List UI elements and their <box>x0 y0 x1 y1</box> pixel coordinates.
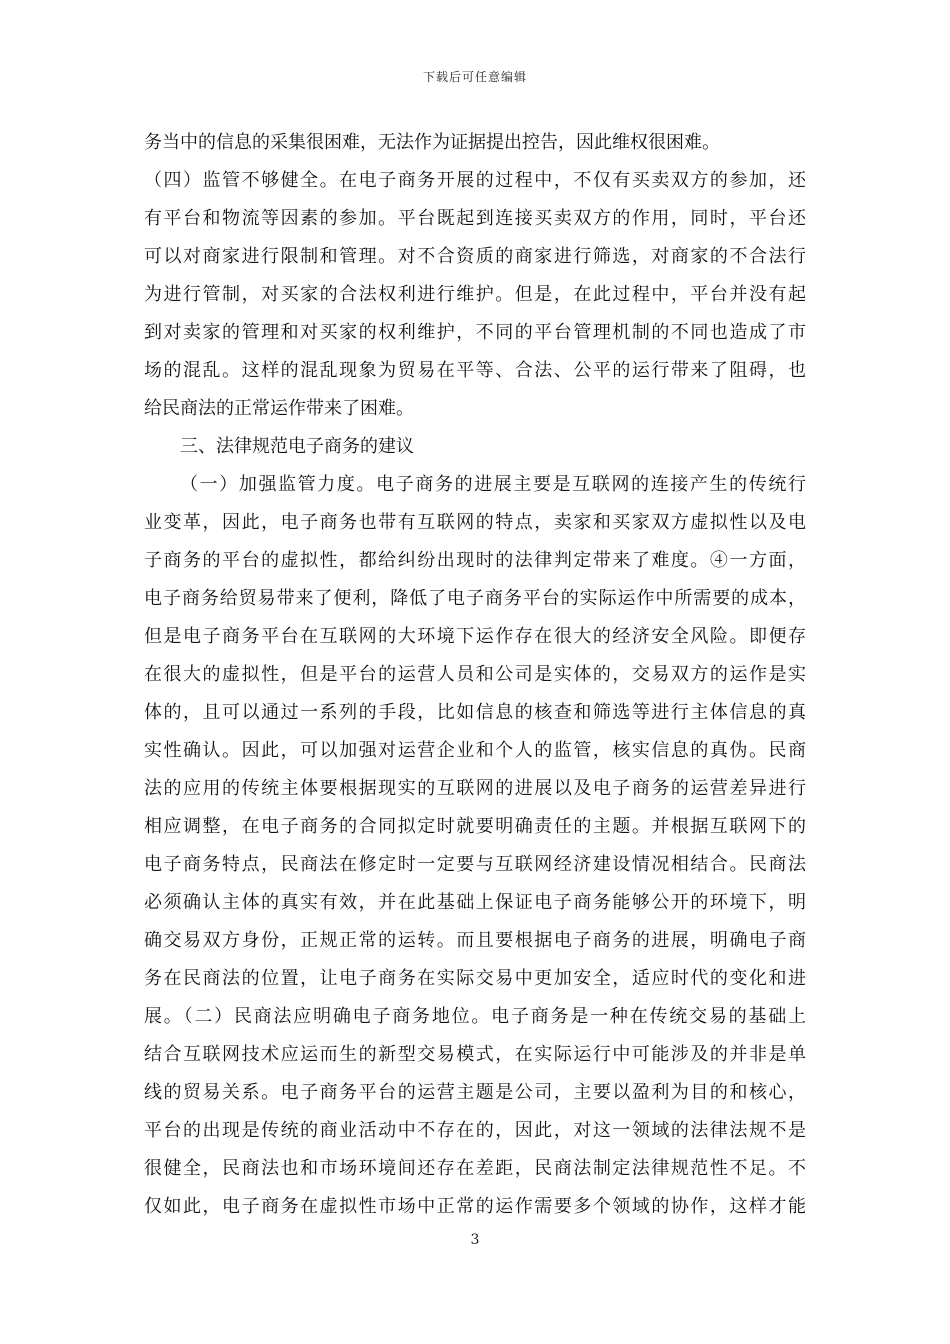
text-line: 有平台和物流等因素的参加。平台既起到连接买卖双方的作用，同时，平台还 <box>144 208 806 229</box>
text-line: 为进行管制，对买家的合法权利进行维护。但是，在此过程中，平台并没有起 <box>144 284 806 305</box>
text-line: 子商务的平台的虚拟性，都给纠纷出现时的法律判定带来了难度。④一方面， <box>144 550 806 571</box>
text-line: 法的应用的传统主体要根据现实的互联网的进展以及电子商务的运营差异进行 <box>144 778 806 799</box>
text-line: 很健全，民商法也和市场环境间还存在差距，民商法制定法律规范性不足。不 <box>144 1158 806 1179</box>
text-line: 结合互联网技术应运而生的新型交易模式，在实际运行中可能涉及的并非是单 <box>144 1044 806 1065</box>
text-line: 展。（二）民商法应明确电子商务地位。电子商务是一种在传统交易的基础上 <box>144 1006 806 1027</box>
page-header: 下载后可任意编辑 <box>422 70 527 84</box>
text-line: 仅如此，电子商务在虚拟性市场中正常的运作需要多个领域的协作，这样才能 <box>144 1196 806 1217</box>
text-line: 务当中的信息的采集很困难，无法作为证据提出控告，因此维权很困难。 <box>144 132 720 153</box>
text-line: 相应调整，在电子商务的合同拟定时就要明确责任的主题。并根据互联网下的 <box>144 816 806 837</box>
text-line: 三、法律规范电子商务的建议 <box>180 436 414 457</box>
text-line: 但是电子商务平台在互联网的大环境下运作存在很大的经济安全风险。即便存 <box>144 626 806 647</box>
text-line: 到对卖家的管理和对买家的权利维护，不同的平台管理机制的不同也造成了市 <box>144 322 806 343</box>
text-line: 线的贸易关系。电子商务平台的运营主题是公司，主要以盈利为目的和核心， <box>144 1082 806 1103</box>
text-line: 务在民商法的位置，让电子商务在实际交易中更加安全，适应时代的变化和进 <box>144 968 806 989</box>
body-text <box>144 124 806 1226</box>
text-line: 必须确认主体的真实有效，并在此基础上保证电子商务能够公开的环境下，明 <box>144 892 806 913</box>
text-line: 实性确认。因此，可以加强对运营企业和个人的监管，核实信息的真伪。民商 <box>144 740 806 761</box>
text-line: 电子商务给贸易带来了便利，降低了电子商务平台的实际运作中所需要的成本， <box>144 588 806 609</box>
text-line: （四）监管不够健全。在电子商务开展的过程中，不仅有买卖双方的参加，还 <box>144 170 806 191</box>
text-line: 电子商务特点，民商法在修定时一定要与互联网经济建设情况相结合。民商法 <box>144 854 806 875</box>
text-line: 业变革，因此，电子商务也带有互联网的特点，卖家和买家双方虚拟性以及电 <box>144 512 806 533</box>
text-line: 确交易双方身份，正规正常的运转。而且要根据电子商务的进展，明确电子商 <box>144 930 806 951</box>
text-line: （一）加强监管力度。电子商务的进展主要是互联网的连接产生的传统行 <box>180 474 806 495</box>
text-line: 平台的出现是传统的商业活动中不存在的，因此，对这一领域的法律法规不是 <box>144 1120 806 1141</box>
text-line: 可以对商家进行限制和管理。对不合资质的商家进行筛选，对商家的不合法行 <box>144 246 806 267</box>
text-line: 在很大的虚拟性，但是平台的运营人员和公司是实体的，交易双方的运作是实 <box>144 664 806 685</box>
text-line: 体的，且可以通过一系列的手段，比如信息的核查和筛选等进行主体信息的真 <box>144 702 806 723</box>
text-line: 场的混乱。这样的混乱现象为贸易在平等、合法、公平的运行带来了阻碍，也 <box>144 360 806 381</box>
page-number: 3 <box>470 1232 480 1248</box>
text-line: 给民商法的正常运作带来了困难。 <box>144 398 414 419</box>
